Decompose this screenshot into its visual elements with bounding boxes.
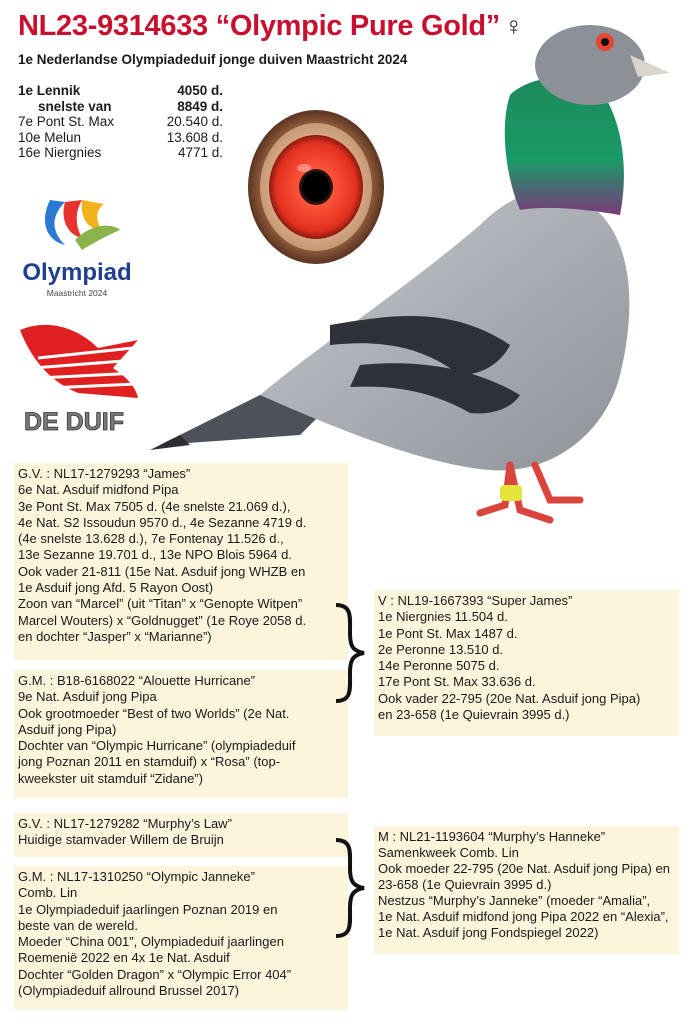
granddam-maternal-box: [14, 866, 348, 1010]
pedigree-line: Samenkweek Comb. Lin: [378, 845, 519, 860]
result-place: 1e Lennik: [18, 83, 81, 98]
pedigree-line: 3e Pont St. Max 7505 d. (4e snelste 21.069 d.),: [18, 498, 291, 514]
pedigree-line: 17e Pont St. Max 33.636 d.: [378, 674, 536, 690]
pedigree-line: Dochter “Golden Dragon” x “Olympic Error 404”: [18, 966, 292, 982]
pedigree-line: 4e Nat. S2 Issoudun 9570 d., 4e Sezanne 4719 d.: [18, 514, 307, 530]
result-place: 7e Pont St. Max: [18, 114, 115, 129]
result-birds: 4050 d.: [177, 83, 223, 98]
result-place: 16e Niergnies: [18, 145, 102, 160]
result-place: 10e Melun: [18, 129, 82, 145]
pedigree-line: 1e Nat. Asduif jong Fondspiegel 2022): [378, 925, 599, 940]
pedigree-line: 9e Nat. Asduif jong Pipa: [18, 689, 157, 705]
pedigree-line: G.V. : NL17-1279293 “James”: [18, 466, 191, 481]
pigeon-photo: [150, 15, 690, 535]
pedigree-line: 1e Niergnies 11.504 d.: [378, 609, 508, 625]
pedigree-line: 1e Pont St. Max 1487 d.: [378, 625, 518, 641]
sire-box: [374, 590, 679, 736]
pedigree-line: Moeder “China 001”, Olympiadeduif jaarlingen: [18, 934, 284, 950]
grandsire-maternal-box: [14, 813, 348, 857]
pedigree-line: G.M. : NL17-1310250 “Olympic Janneke”: [18, 869, 255, 884]
result-place: snelste van: [38, 98, 112, 114]
pedigree-line: Ook moeder 22-795 (20e Nat. Asduif jong Pipa) en: [378, 861, 670, 876]
dam-box: [374, 826, 679, 954]
pedigree-line: Ook vader 22-795 (20e Nat. Asduif jong Pipa): [378, 690, 641, 706]
brace-dam: [330, 838, 370, 938]
pedigree-line: M : NL21-1193604 “Murphy’s Hanneke”: [378, 829, 606, 844]
olympiad-logo-subtext: Maastricht 2024: [46, 288, 108, 298]
pedigree-line: Asduif jong Pipa): [18, 721, 117, 737]
pedigree-line: (Olympiadeduif allround Brussel 2017): [18, 983, 240, 999]
female-symbol: ♀: [503, 11, 524, 41]
pedigree-line: Comb. Lin: [18, 885, 78, 901]
pedigree-line: 2e Peronne 13.510 d.: [378, 641, 504, 657]
pedigree-line: Roemenië 2022 en 4x 1e Nat. Asduif: [18, 950, 230, 966]
de-duif-logo: [18, 318, 146, 438]
granddam-paternal-box: [14, 670, 348, 798]
pedigree-line: (4e snelste 13.628 d.), 7e Fontenay 11.526 d.,: [18, 531, 284, 547]
pedigree-line: beste van de wereld.: [18, 917, 138, 933]
result-birds: 8849 d.: [177, 98, 223, 114]
pedigree-line: Ook vader 21-811 (15e Nat. Asduif jong WHZB en: [18, 563, 306, 579]
pigeon-ring-name: NL23-9314633 “Olympic Pure Gold”: [18, 10, 500, 42]
brace-sire: [330, 603, 370, 703]
pedigree-line: en dochter “Jasper” x “Marianne”): [18, 628, 212, 644]
result-birds: 4771 d.: [177, 145, 223, 160]
result-birds: 20.540 d.: [166, 114, 223, 129]
pedigree-line: 6e Nat. Asduif midfond Pipa: [18, 482, 179, 498]
pedigree-line: 23-658 (1e Quievrain 3995 d.): [378, 877, 552, 892]
pedigree-line: Ook grootmoeder “Best of two Worlds” (2e Nat.: [18, 705, 290, 721]
subtitle: 1e Nederlandse Olympiadeduif jonge duiven Maastricht 2024: [18, 52, 408, 67]
pedigree-line: 13e Sezanne 19.701 d., 13e NPO Blois 5964 d.: [18, 547, 292, 563]
pedigree-line: Dochter van “Olympic Hurricane” (olympiadeduif: [18, 738, 296, 754]
pedigree-line: 1e Nat. Asduif midfond jong Pipa 2022 en “Alexia”,: [378, 909, 669, 924]
pedigree-line: Marcel Wouters) x “Goldnugget” (1e Roye 2058 d.: [18, 612, 307, 628]
pedigree-line: jong Poznan 2011 en stamduif) x “Rosa” (top-: [18, 754, 281, 770]
pedigree-line: V : NL19-1667393 “Super James”: [378, 593, 573, 608]
pedigree-line: en 23-658 (1e Quievrain 3995 d.): [378, 707, 570, 723]
olympiad-logo-text: Olympiad: [22, 259, 132, 286]
pedigree-line: 14e Peronne 5075 d.: [378, 658, 500, 674]
olympiad-logo: [20, 180, 135, 305]
grandsire-paternal-box: [14, 463, 348, 660]
result-birds: 13.608 d.: [166, 129, 223, 145]
pedigree-line: Nestzus “Murphy’s Janneke” (moeder “Amalia”,: [378, 893, 651, 908]
pedigree-line: 1e Asduif jong Afd. 5 Rayon Oost): [18, 580, 214, 596]
pedigree-line: G.M. : B18-6168022 “Alouette Hurricane”: [18, 673, 256, 688]
pedigree-line: G.V. : NL17-1279282 “Murphy’s Law”: [18, 816, 232, 831]
pedigree-line: 1e Olympiadeduif jaarlingen Poznan 2019 en: [18, 901, 278, 917]
pedigree-line: kweekster uit stamduif “Zidane”): [18, 770, 203, 786]
pedigree-line: Zoon van “Marcel” (uit “Titan” x “Genopte Witpen”: [18, 596, 303, 612]
de-duif-logo-text: DE DUIF: [24, 408, 124, 436]
pedigree-line: Huidige stamvader Willem de Bruijn: [18, 832, 224, 848]
